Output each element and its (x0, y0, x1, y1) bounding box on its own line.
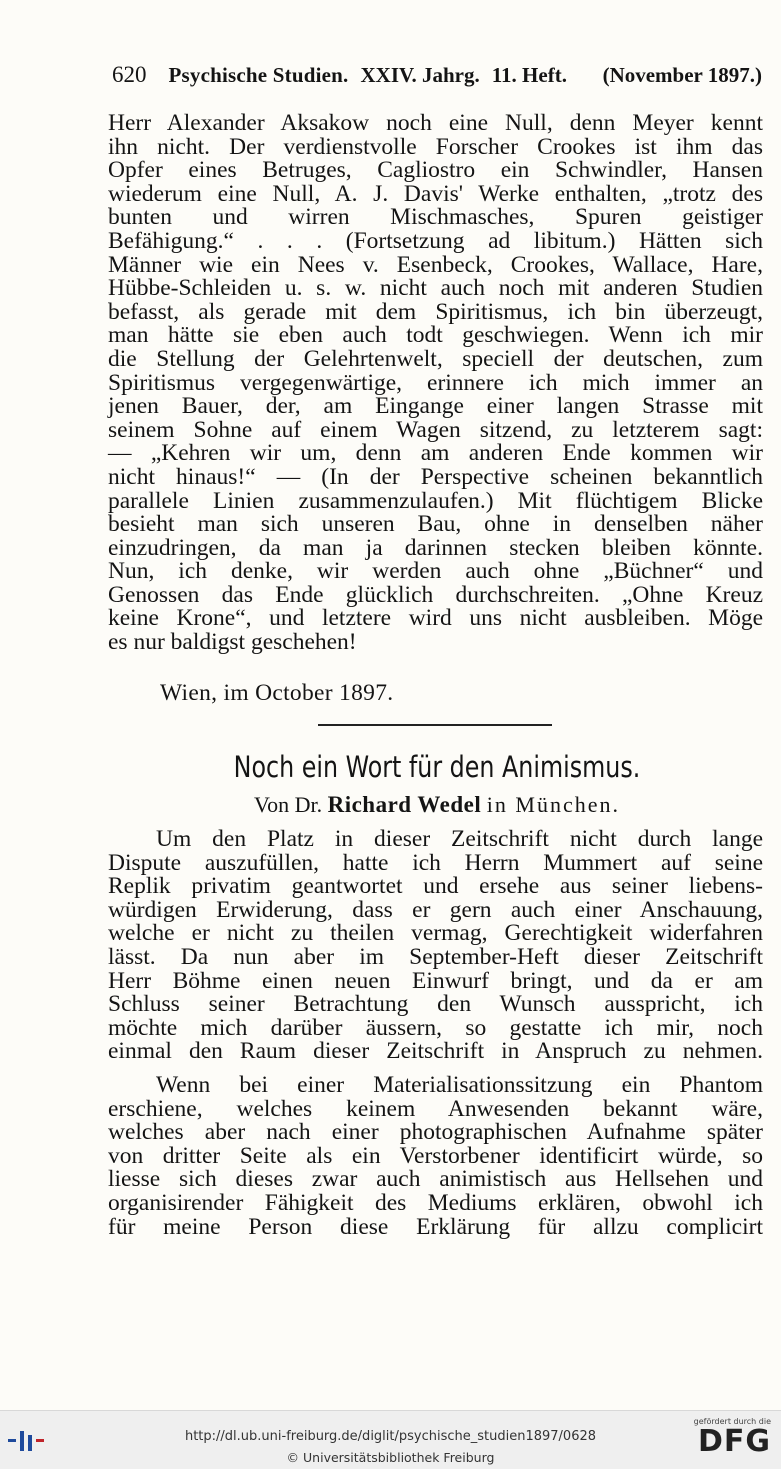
page-number: 620 (112, 62, 147, 87)
text-line: Nun, ich denke, wir werden auch ohne „Büchner“ und (108, 558, 763, 585)
text-line: wiederum eine Null, A. J. Davis' Werke enthalten, „trotz des (108, 180, 763, 207)
text-line: für meine Person diese Erklärung für allzu complicirt (108, 1213, 763, 1240)
text-line: Spiritismus vergegenwärtige, erinnere ich mich immer an (108, 369, 763, 396)
text-line: erschiene, welches keinem Anwesenden bekannt wäre, (108, 1095, 763, 1122)
text-line: parallele Linien zusammenzulaufen.) Mit flüchtigem Blicke (108, 487, 763, 514)
text-line: die Stellung der Gelehrtenwelt, speciell der deutschen, zum (108, 345, 763, 372)
author-name: Richard Wedel (327, 792, 482, 817)
text-line: bunten und wirren Mischmasches, Spuren geistiger (108, 204, 763, 231)
text-line: einmal den Raum dieser Zeitschrift in Anspruch zu nehmen. (108, 1038, 763, 1065)
text-line: welche er nicht zu theilen vermag, Gerechtigkeit widerfahren (108, 920, 763, 947)
text-line: Dispute auszufüllen, hatte ich Herrn Mummert auf seine (108, 849, 763, 876)
dfg-logo (689, 1417, 771, 1465)
running-header (112, 62, 762, 88)
text-line: möchte mich darüber äussern, so gestatte ich mir, noch (108, 1014, 763, 1041)
text-line: würdigen Erwiderung, dass er gern auch einer Anschauung, (108, 896, 763, 923)
text-line: Opfer eines Betruges, Cagliostro ein Schwindler, Hansen (108, 157, 763, 184)
text-line: ihn nicht. Der verdienstvolle Forscher Crookes ist ihm das (108, 133, 763, 160)
issue-date: (November 1897.) (602, 63, 762, 87)
source-url-link[interactable]: http://dl.ub.uni-freiburg.de/diglit/psychische_studien1897/0628 (184, 1429, 597, 1444)
text-line: befasst, als gerade mit dem Spiritismus, ich bin überzeugt, (108, 298, 763, 325)
copyright-notice: © Universitätsbibliothek Freiburg (286, 1450, 495, 1465)
text-line: Herr Alexander Aksakow noch eine Null, denn Meyer kennt (108, 110, 763, 136)
text-line: Befähigung.“ . . . (Fortsetzung ad libitum.) Hätten sich (108, 227, 763, 254)
byline-prefix: Von Dr. (254, 792, 323, 817)
text-line: lässt. Da nun aber im September-Heft dieser Zeitschrift (108, 943, 763, 970)
text-line: jenen Bauer, der, am Eingange einer langen Strasse mit (108, 393, 763, 420)
text-line: liesse sich dieses zwar auch animistisch aus Hellsehen und (108, 1166, 763, 1193)
text-line: Replik privatim geantwortet und ersehe aus seiner liebens- (108, 873, 763, 900)
publication-title: Psychische Studien. (168, 63, 349, 87)
text-line: besieht man sich unseren Bau, ohne in denselben näher (108, 511, 763, 538)
text-line: es nur baldigst geschehen! (108, 629, 357, 656)
sponsor-caption: gefördert durch die (693, 1417, 771, 1426)
article-paragraph-1 (108, 828, 763, 1064)
issue: 11. Heft. (491, 63, 567, 87)
text-line: organisirender Fähigkeit des Mediums erklären, obwohl ich (108, 1189, 763, 1216)
text-line: keine Krone“, und letztere wird uns nicht ausbleiben. Möge (108, 605, 763, 632)
byline (112, 792, 762, 818)
text-line: Hübbe-Schleiden u. s. w. nicht auch noch mit anderen Studien (108, 275, 763, 302)
text-line: Wenn bei einer Materialisationssitzung ein Phantom (156, 1072, 763, 1098)
volume: XXIV. Jahrg. (360, 63, 480, 87)
article-paragraph-2 (108, 1074, 763, 1239)
section-divider (318, 724, 552, 726)
text-line: Herr Böhme einen neuen Einwurf bringt, und da er am (108, 967, 763, 994)
text-line: — „Kehren wir um, denn am anderen Ende kommen wir (108, 440, 763, 467)
text-line: nicht hinaus!“ — (In der Perspective scheinen bekanntlich (108, 463, 763, 490)
continued-text (108, 112, 763, 655)
text-line: man hätte sie eben auch todt geschwiegen. Wenn ich mir (108, 322, 763, 349)
text-line: Um den Platz in dieser Zeitschrift nicht durch lange (156, 826, 763, 852)
text-line: Männer wie ein Nees v. Esenbeck, Crookes, Wallace, Hare, (108, 251, 763, 278)
text-line: Genossen das Ende glücklich durchschreiten. „Ohne Kreuz (108, 581, 763, 608)
text-line: welches aber nach einer photographischen Aufnahme später (108, 1119, 763, 1146)
byline-place: in München. (486, 792, 620, 817)
text-line: seinem Sohne auf einem Wagen sitzend, zu letzterem sagt: (108, 416, 763, 443)
text-line: von dritter Seite als ein Verstorbener identificirt würde, so (108, 1142, 763, 1169)
signature-line: Wien, im October 1897. (160, 680, 394, 706)
text-line: einzudringen, da man ja darinnen stecken bleiben könnte. (108, 534, 763, 561)
viewer-footer (0, 1410, 781, 1469)
text-line: Schluss seiner Betrachtung den Wunsch ausspricht, ich (108, 991, 763, 1018)
dfg-logo-text: DFG (697, 1424, 771, 1459)
article-title: Noch ein Wort für den Animismus. (233, 750, 641, 784)
